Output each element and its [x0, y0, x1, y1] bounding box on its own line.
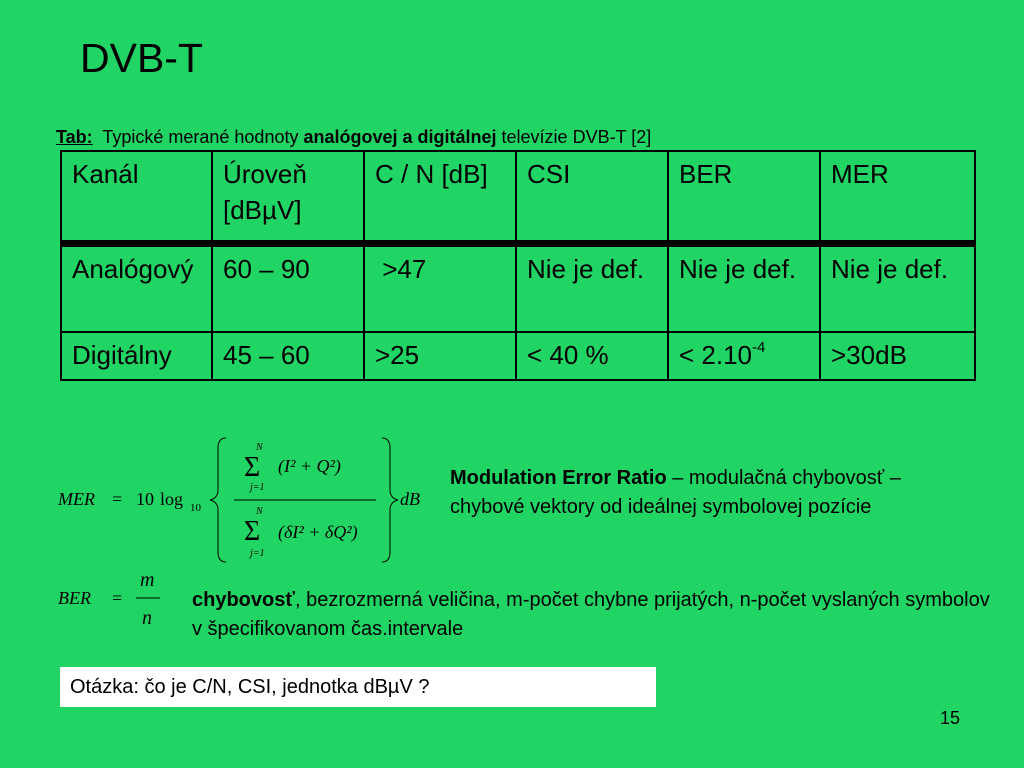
header-kanal: Kanál — [61, 151, 212, 244]
cell-digital-ber — [668, 332, 820, 380]
num-sum-upper: N — [256, 442, 263, 453]
mer-log: log — [160, 489, 184, 509]
left-brace — [210, 438, 226, 562]
numerator-expression: (I² + Q²) — [278, 456, 341, 476]
cell-analog-ber: Nie je def. — [668, 244, 820, 333]
mer-coefficient: 10 — [136, 489, 154, 509]
cell-digital-kanal: Digitálny — [61, 332, 212, 380]
question-box: Otázka: čo je C/N, CSI, jednotka dBµV ? — [60, 667, 656, 707]
cell-analog-uroven: 60 – 90 — [212, 244, 364, 333]
mer-description-text: – modulačná chybovosť – chybové vektory od ideálnej symbolovej pozície — [450, 467, 901, 518]
ber-formula — [56, 568, 176, 639]
mer-unit: dB — [400, 489, 420, 509]
ber-lhs: BER — [58, 588, 91, 608]
table-row — [61, 244, 975, 333]
page-number: 15 — [940, 708, 961, 728]
num-sigma: Σ — [244, 452, 261, 483]
cell-analog-csi: Nie je def. — [516, 244, 668, 333]
header-csi: CSI — [516, 151, 668, 244]
den-sum-upper: N — [256, 506, 263, 517]
den-sum-lower: j=1 — [250, 548, 265, 559]
cell-digital-mer: >30dB — [820, 332, 975, 380]
mer-formula — [56, 432, 436, 577]
ber-formula-graphic — [56, 568, 176, 634]
cell-digital-csi: < 40 % — [516, 332, 668, 380]
caption-label: Tab: — [56, 127, 93, 147]
header-mer: MER — [820, 151, 975, 244]
ber-description-text: , bezrozmerná veličina, m-počet chybne prijatých, n-počet vyslaných symbolov v špecifikovanom čas.intervale — [192, 589, 990, 640]
caption-text-after: televízie DVB-T [2] — [496, 127, 652, 147]
table-header-row — [61, 151, 975, 244]
ber-description — [192, 586, 992, 644]
caption-bold-text: analógovej a digitálnej — [303, 127, 497, 147]
mer-formula-graphic — [56, 432, 436, 572]
ber-numerator: m — [140, 569, 155, 591]
num-sum-lower: j=1 — [250, 482, 265, 493]
caption-text-before: Typické merané hodnoty — [102, 127, 304, 147]
cell-analog-kanal: Analógový — [61, 244, 212, 333]
cell-analog-mer: Nie je def. — [820, 244, 975, 333]
table-row — [61, 332, 975, 380]
denominator-expression: (δI² + δQ²) — [278, 522, 358, 542]
den-sigma: Σ — [244, 516, 261, 547]
ber-description-bold: chybovosť — [192, 589, 295, 611]
mer-lhs: MER — [58, 489, 95, 509]
right-brace — [382, 438, 398, 562]
slide-title: DVB-T — [80, 35, 203, 81]
header-uroven: Úroveň [dBµV] — [212, 151, 364, 244]
table-caption — [56, 127, 651, 148]
cell-digital-cn: >25 — [364, 332, 516, 380]
mer-description-bold: Modulation Error Ratio — [450, 467, 667, 489]
header-ber: BER — [668, 151, 820, 244]
mer-log-base: 10 — [190, 502, 201, 514]
cell-digital-uroven: 45 – 60 — [212, 332, 364, 380]
ber-equals: = — [112, 588, 123, 608]
ber-denominator: n — [142, 607, 152, 629]
ber-value: < 2.10 — [679, 340, 753, 370]
measurement-table — [60, 150, 976, 381]
mer-description — [450, 464, 920, 522]
header-cn: C / N [dB] — [364, 151, 516, 244]
ber-exponent: -4 — [752, 339, 766, 356]
cell-analog-cn: >47 — [364, 244, 516, 333]
mer-equals: = — [112, 489, 123, 509]
